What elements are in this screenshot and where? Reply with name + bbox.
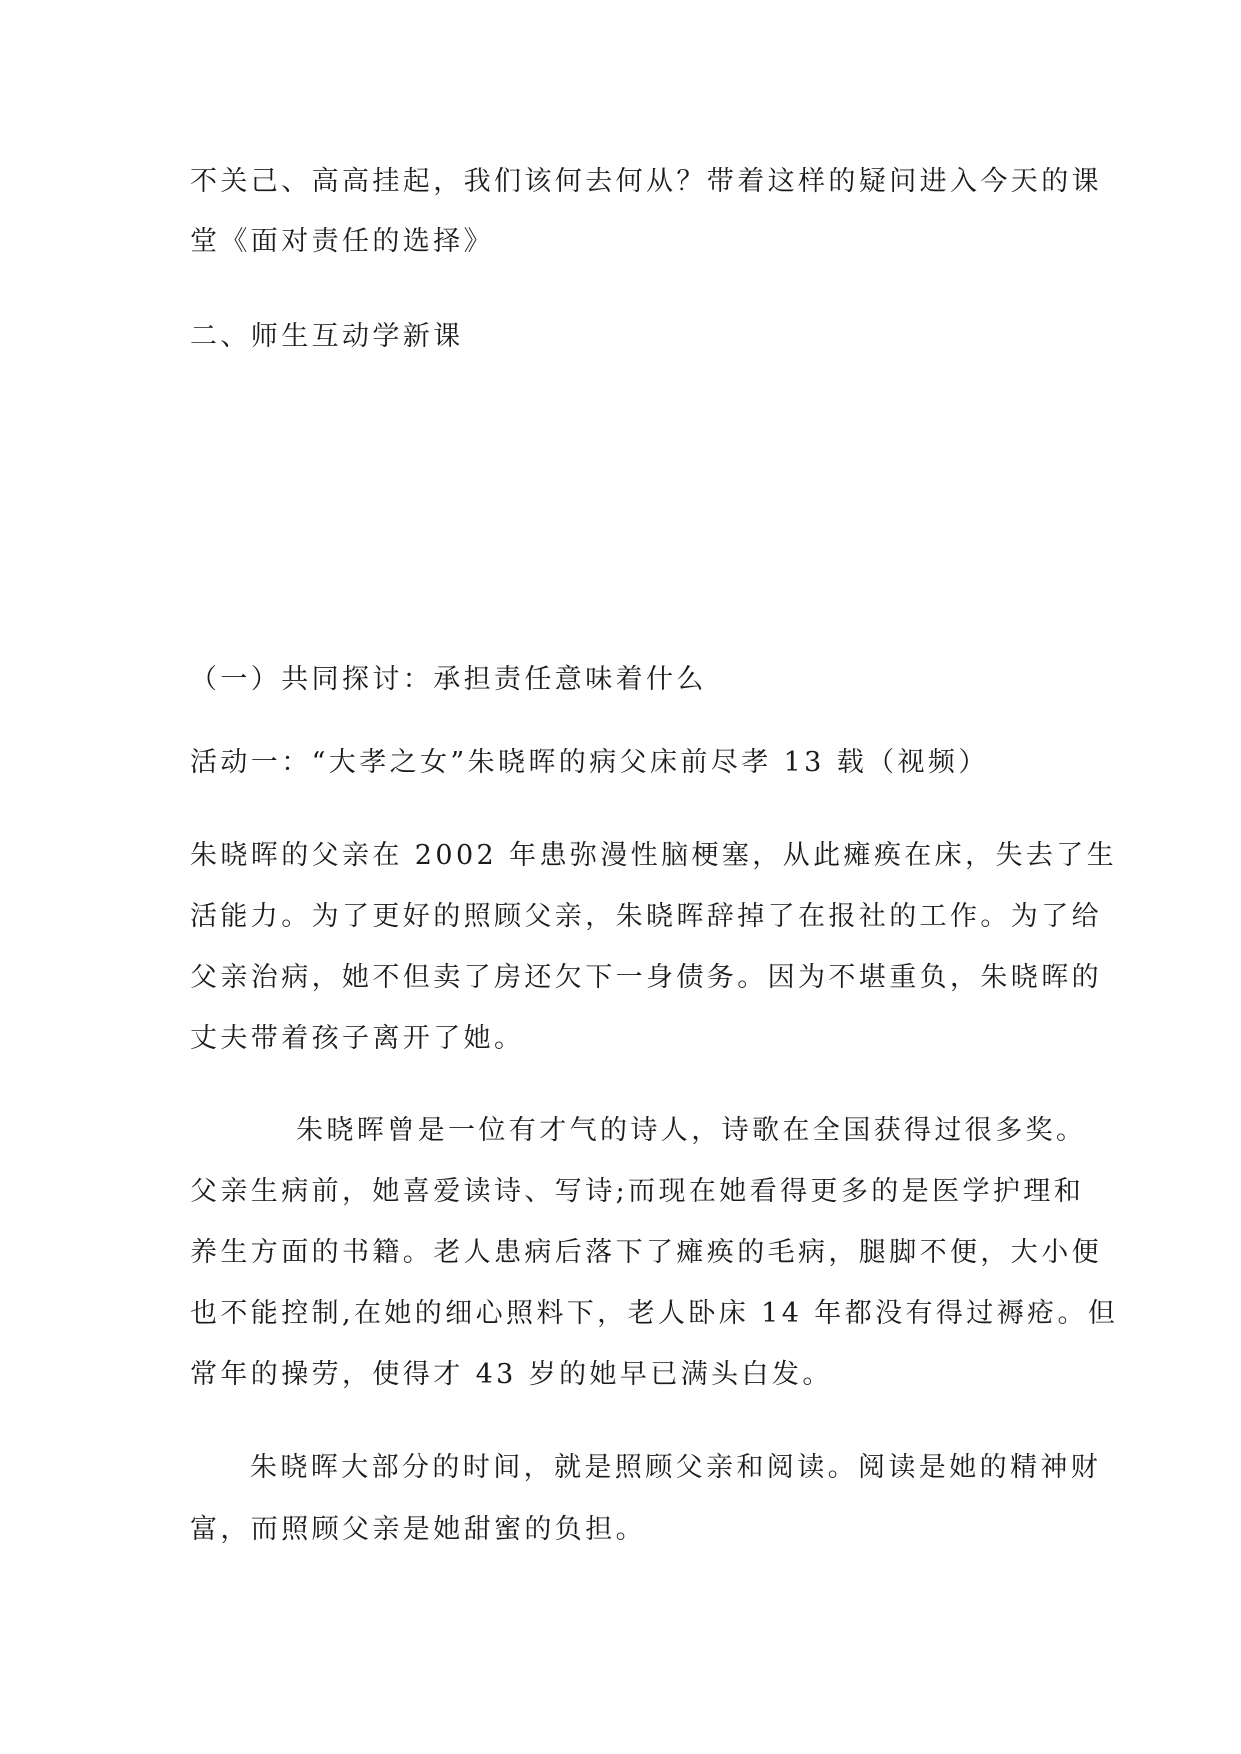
paragraph1-line: 丈夫带着孩子离开了她。 xyxy=(190,1023,525,1054)
paragraph1-line: 朱晓晖的父亲在 2002 年患弥漫性脑梗塞，从此瘫痪在床，失去了生 xyxy=(190,840,1118,871)
paragraph2-line: 也不能控制,在她的细心照料下，老人卧床 14 年都没有得过褥疮。但 xyxy=(190,1298,1119,1329)
paragraph2-line: 父亲生病前，她喜爱读诗、写诗;而现在她看得更多的是医学护理和 xyxy=(190,1176,1085,1207)
paragraph3-line: 富，而照顾父亲是她甜蜜的负担。 xyxy=(190,1514,646,1545)
paragraph3-line: 朱晓晖大部分的时间，就是照顾父亲和阅读。阅读是她的精神财 xyxy=(250,1452,1102,1483)
paragraph1-line: 活能力。为了更好的照顾父亲，朱晓晖辞掉了在报社的工作。为了给 xyxy=(190,901,1102,932)
section-heading: 二、师生互动学新课 xyxy=(190,321,464,352)
activity-title: 活动一：“大孝之女”朱晓晖的病父床前尽孝 13 载（视频） xyxy=(190,747,989,778)
paragraph2-line: 朱晓晖曾是一位有才气的诗人，诗歌在全国获得过很多奖。 xyxy=(296,1115,1087,1146)
subsection-heading: （一）共同探讨：承担责任意味着什么 xyxy=(190,664,707,695)
paragraph2-line: 养生方面的书籍。老人患病后落下了瘫痪的毛病，腿脚不便，大小便 xyxy=(190,1237,1102,1268)
paragraph2-line: 常年的操劳，使得才 43 岁的她早已满头白发。 xyxy=(190,1359,833,1390)
intro-line: 堂《面对责任的选择》 xyxy=(190,226,494,257)
intro-line: 不关己、高高挂起，我们该何去何从？带着这样的疑问进入今天的课 xyxy=(190,166,1102,197)
paragraph1-line: 父亲治病，她不但卖了房还欠下一身债务。因为不堪重负，朱晓晖的 xyxy=(190,962,1102,993)
